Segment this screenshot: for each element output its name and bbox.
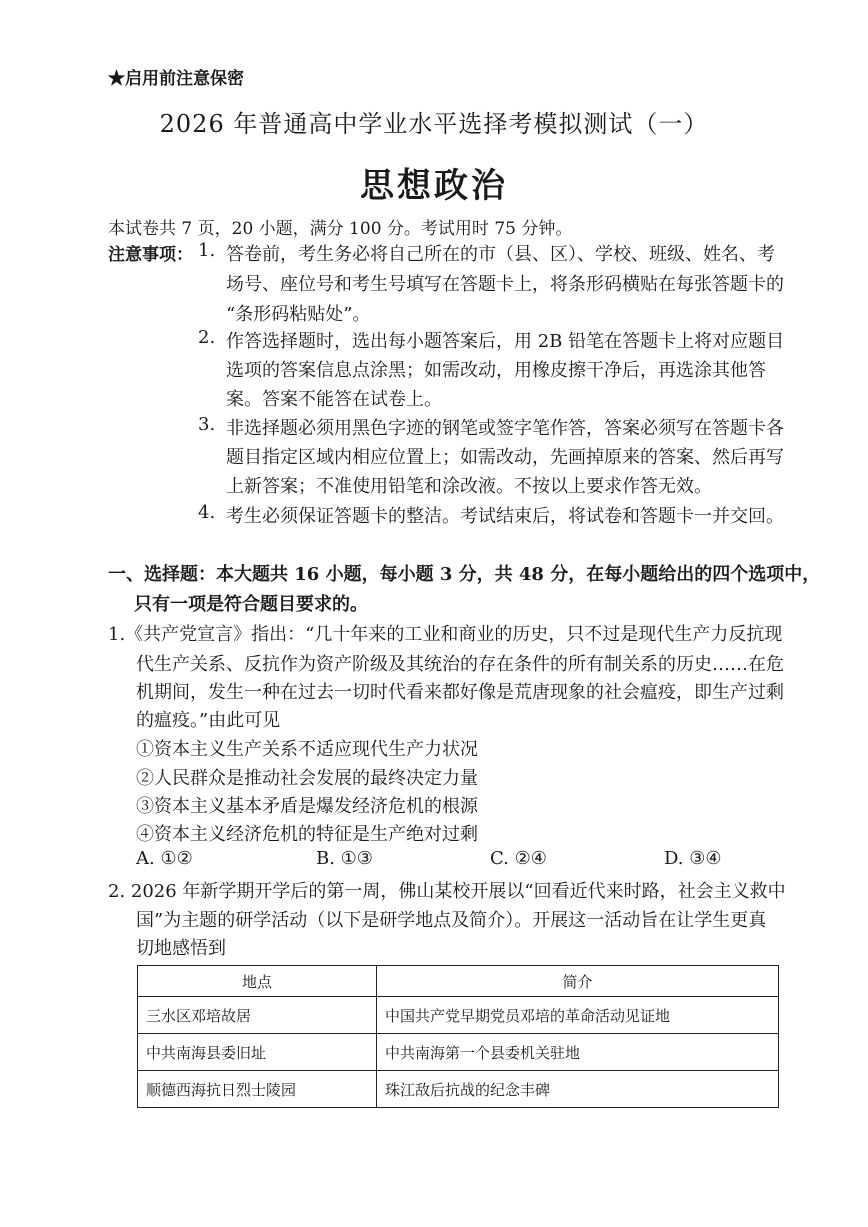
exam-title: 2026 年普通高中学业水平选择考模拟测试（一） xyxy=(159,110,709,138)
option-d: D. ③④ xyxy=(664,848,722,869)
table-cell: 中共南海第一个县委机关驻地 xyxy=(377,1034,779,1071)
question-2-stem: 切地感悟到 xyxy=(136,938,226,959)
exam-intro: 本试卷共 7 页，20 小题，满分 100 分。考试用时 75 分钟。 xyxy=(108,219,573,239)
question-1-stem: 的瘟疫。”由此可见 xyxy=(136,710,281,731)
option-a: A. ①② xyxy=(136,848,193,869)
statement-3: ③资本主义基本矛盾是爆发经济危机的根源 xyxy=(136,796,478,817)
note-line: 案。答案不能答在试卷上。 xyxy=(226,389,442,410)
section-heading: 一、选择题：本大题共 16 小题，每小题 3 分，共 48 分，在每小题给出的四个选项中， xyxy=(108,564,821,585)
table-cell: 中国共产党早期党员邓培的革命活动见证地 xyxy=(377,997,779,1034)
table-cell: 三水区邓培故居 xyxy=(138,997,377,1034)
note-line: 选项的答案信息点涂黑；如需改动，用橡皮擦干净后，再选涂其他答 xyxy=(226,360,766,381)
statement-2: ②人民群众是推动社会发展的最终决定力量 xyxy=(136,768,478,789)
option-c: C. ②④ xyxy=(490,848,547,869)
note-number: 2. xyxy=(198,327,216,348)
subject-title: 思想政治 xyxy=(360,166,508,206)
note-line: 场号、座位号和考生号填写在答题卡上，将条形码横贴在每张答题卡的 xyxy=(226,274,784,295)
table-row xyxy=(138,1034,779,1071)
question-2-stem: 国”为主题的研学活动（以下是研学地点及简介）。开展这一活动旨在让学生更真 xyxy=(136,910,767,931)
table-cell: 珠江敌后抗战的纪念丰碑 xyxy=(377,1071,779,1108)
note-line: 答卷前，考生务必将自己所在的市（县、区）、学校、班级、姓名、考 xyxy=(226,244,775,265)
note-number: 3. xyxy=(198,414,216,435)
note-line: 作答选择题时，选出每小题答案后，用 2B 铅笔在答题卡上将对应题目 xyxy=(226,331,785,352)
option-b: B. ①③ xyxy=(316,848,373,869)
note-line: “条形码粘贴处”。 xyxy=(226,304,371,325)
table-cell: 中共南海县委旧址 xyxy=(138,1034,377,1071)
question-1-stem: 1.《共产党宣言》指出：“几十年来的工业和商业的历史，只不过是现代生产力反抗现 xyxy=(108,624,783,645)
question-2-stem: 2. 2026 年新学期开学后的第一周，佛山某校开展以“回看近代来时路，社会主义救中 xyxy=(108,881,786,902)
note-line: 题目指定区域内相应位置上；如需改动，先画掉原来的答案、然后再写 xyxy=(226,447,784,468)
table-row xyxy=(138,997,779,1034)
table-row xyxy=(138,1071,779,1108)
note-line: 非选择题必须用黑色字迹的钢笔或签字笔作答，答案必须写在答题卡各 xyxy=(226,418,784,439)
question-1-stem: 代生产关系、反抗作为资产阶级及其统治的存在条件的所有制关系的历史……在危 xyxy=(136,654,784,675)
statement-4: ④资本主义经济危机的特征是生产绝对过剩 xyxy=(136,824,478,845)
notes-label: 注意事项： xyxy=(108,245,193,265)
table-header-row xyxy=(138,966,779,997)
confidential-mark: ★启用前注意保密 xyxy=(108,69,244,89)
note-number: 1. xyxy=(198,240,216,261)
study-sites-table xyxy=(137,965,779,1108)
statement-1: ①资本主义生产关系不适应现代生产力状况 xyxy=(136,739,478,760)
table-header: 简介 xyxy=(377,966,779,997)
note-line: 上新答案；不准使用铅笔和涂改液。不按以上要求作答无效。 xyxy=(226,476,712,497)
table-cell: 顺德西海抗日烈士陵园 xyxy=(138,1071,377,1108)
table-header: 地点 xyxy=(138,966,377,997)
note-number: 4. xyxy=(198,502,216,523)
note-line: 考生必须保证答题卡的整洁。考试结束后，将试卷和答题卡一并交回。 xyxy=(226,506,784,527)
question-1-stem: 机期间，发生一种在过去一切时代看来都好像是荒唐现象的社会瘟疫，即生产过剩 xyxy=(136,682,784,703)
section-heading-cont: 只有一项是符合题目要求的。 xyxy=(134,594,368,615)
